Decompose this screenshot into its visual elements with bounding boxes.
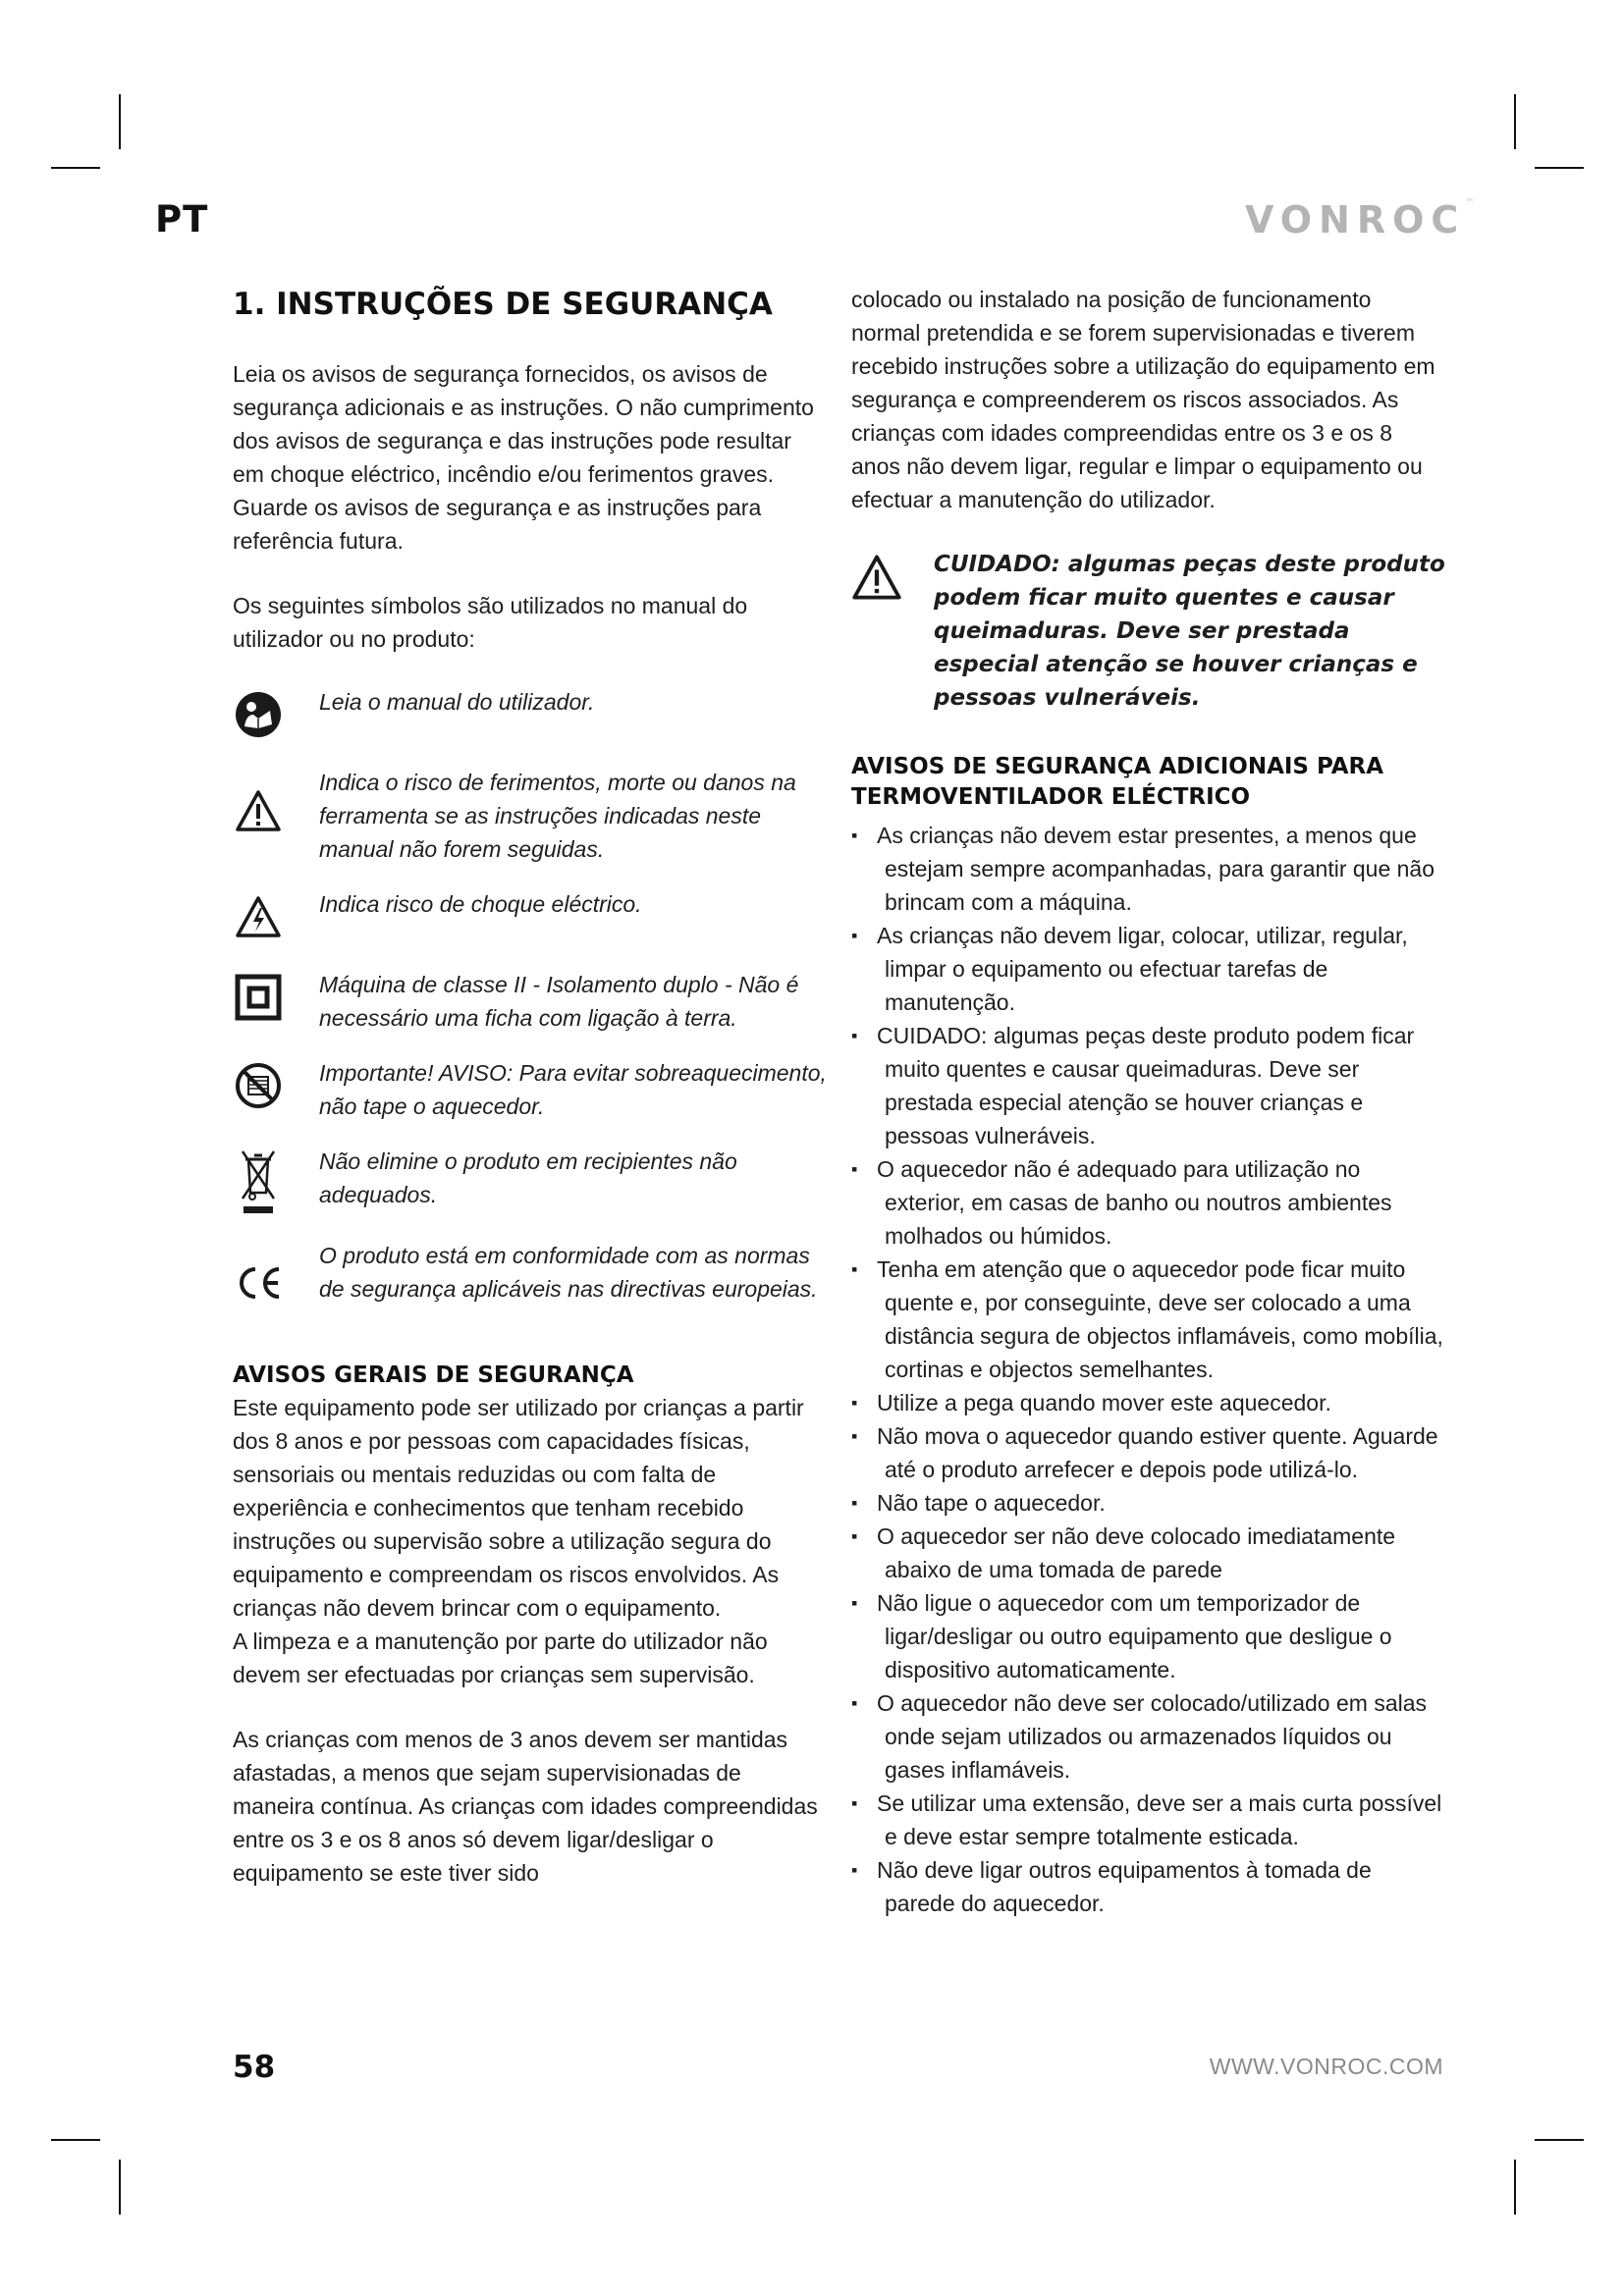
general-warnings-paragraph: A limpeza e a manutenção por parte do utilizador não devem ser efectuadas por crianças sem supervisão. [233, 1629, 768, 1687]
crop-mark [119, 94, 121, 149]
list-item: ▪ As crianças não devem ligar, colocar, utilizar, regular, limpar o equipamento ou efectuar tarefas de manutenção. [851, 919, 1445, 1019]
list-item: ▪ Não ligue o aquecedor com um temporizador de ligar/desligar ou outro equipamento que desligue o dispositivo automaticamente. [851, 1586, 1445, 1686]
list-item: ▪ Se utilizar uma extensão, deve ser a mais curta possível e deve estar sempre totalmente esticada. [851, 1787, 1445, 1853]
crop-mark [119, 2160, 121, 2215]
symbols-intro: Os seguintes símbolos são utilizados no manual do utilizador ou no produto: [233, 593, 748, 652]
weee-bin-icon [233, 1145, 284, 1217]
crop-mark [1535, 167, 1584, 169]
list-item: ▪ Utilize a pega quando mover este aquecedor. [851, 1386, 1445, 1419]
crop-mark [1535, 2139, 1584, 2141]
list-item: ▪ O aquecedor não deve ser colocado/utilizado em salas onde sejam utilizados ou armazenados líquidos ou gases inflamáveis. [851, 1686, 1445, 1787]
list-item: ▪ As crianças não devem estar presentes, a menos que estejam sempre acompanhadas, para garantir que não brincam com a máquina. [851, 819, 1445, 919]
heading-line: AVISOS DE SEGURANÇA ADICIONAIS PARA [851, 754, 1384, 779]
additional-warnings-heading [851, 752, 1445, 813]
symbol-row [233, 1145, 827, 1217]
list-item: ▪ Tenha em atenção que o aquecedor pode ficar muito quente e, por conseguinte, deve ser colocado a uma distância segura de objectos inflamáveis, como mobília, cortinas e objectos semelhantes. [851, 1253, 1445, 1386]
crop-mark [51, 2139, 100, 2141]
symbol-description: O produto está em conformidade com as normas de segurança aplicáveis nas directivas europeias. [319, 1243, 818, 1302]
intro-paragraph: Leia os avisos de segurança fornecidos, os avisos de segurança adicionais e as instruções. O não cumprimento dos avisos de segurança e das instruções pode resultar em choque eléctrico, incêndio e/ou ferimentos graves. Guarde os avisos de segurança e as instruções para referência futura. [233, 361, 814, 554]
crop-mark [1514, 2160, 1516, 2215]
general-warnings-paragraph: Este equipamento pode ser utilizado por crianças a partir dos 8 anos e por pessoas com capacidades físicas, sensoriais ou mentais reduzidas ou com falta de experiência e conhecimentos que tenham recebido instruções ou supervisão sobre a utilização segura do equipamento e compreendam os riscos envolvidos. As crianças não devem brincar com o equipamento. [233, 1395, 804, 1621]
list-item: ▪ O aquecedor não é adequado para utilização no exterior, em casas de banho ou noutros ambientes molhados ou húmidos. [851, 1152, 1445, 1253]
language-code: PT [155, 198, 209, 240]
symbol-row [233, 766, 827, 866]
brand-logo [1245, 198, 1474, 241]
general-warnings-paragraph-continued: colocado ou instalado na posição de funcionamento normal pretendida e se forem supervisionadas e tiverem recebido instruções sobre a utilização do equipamento em segurança e compreenderem os riscos associados. As crianças com idades compreendidas entre os 3 e os 8 anos não devem ligar, regular e limpar o equipamento ou efectuar a manutenção do utilizador. [851, 287, 1435, 512]
general-warnings-paragraph: As crianças com menos de 3 anos devem ser mantidas afastadas, a menos que sejam supervisionadas de maneira contínua. As crianças com idades compreendidas entre os 3 e os 8 anos só devem ligar/desligar o equipamento se este tiver sido [233, 1727, 818, 1886]
do-not-cover-icon [233, 1056, 284, 1115]
symbol-row [233, 685, 827, 744]
symbol-description: Não elimine o produto em recipientes não adequados. [319, 1148, 737, 1207]
page-number: 58 [233, 2050, 276, 2085]
brand-name: VONROC [1245, 198, 1466, 241]
crop-mark [51, 167, 100, 169]
warning-triangle-icon [233, 766, 284, 856]
caution-text: CUIDADO: algumas peças deste produto podem ficar muito quentes e causar queimaduras. Deve ser prestada especial atenção se houver crianças e pessoas vulneráveis. [934, 552, 1445, 711]
symbol-row [233, 1239, 827, 1327]
crop-mark [1514, 94, 1516, 149]
list-item: ▪ Não tape o aquecedor. [851, 1486, 1445, 1520]
additional-warnings-list [851, 819, 1445, 1920]
class-ii-insulation-icon [233, 968, 284, 1027]
list-item: ▪ O aquecedor ser não deve colocado imediatamente abaixo de uma tomada de parede [851, 1520, 1445, 1586]
list-item: ▪ Não mova o aquecedor quando estiver quente. Aguarde até o produto arrefecer e depois pode utilizá-lo. [851, 1419, 1445, 1486]
symbol-description: Máquina de classe II - Isolamento duplo - Não é necessário uma ficha com ligação à terra. [319, 972, 799, 1031]
symbol-description: Importante! AVISO: Para evitar sobreaquecimento, não tape o aquecedor. [319, 1060, 827, 1119]
list-item: ▪ CUIDADO: algumas peças deste produto podem ficar muito quentes e causar queimaduras. Deve ser prestada especial atenção se houver crianças e pessoas vulneráveis. [851, 1019, 1445, 1152]
symbol-description: Leia o manual do utilizador. [319, 689, 595, 715]
brand-trademark: ™ [1465, 198, 1475, 208]
right-column [851, 281, 1445, 1920]
section-title: 1. INSTRUÇÕES DE SEGURANÇA [233, 287, 773, 322]
symbol-description: Indica risco de choque eléctrico. [319, 891, 642, 917]
symbol-row [233, 1056, 827, 1123]
website-link[interactable]: WWW.VONROC.COM [1209, 2054, 1443, 2079]
electric-shock-icon [233, 887, 284, 946]
general-warnings-heading: AVISOS GERAIS DE SEGURANÇA [233, 1362, 634, 1388]
read-manual-icon [233, 685, 284, 744]
warning-triangle-icon [851, 548, 902, 607]
symbol-row [233, 968, 827, 1035]
caution-notice [851, 548, 1445, 715]
heading-line: TERMOVENTILADOR ELÉCTRICO [851, 784, 1251, 810]
list-item: ▪ Não deve ligar outros equipamentos à tomada de parede do aquecedor. [851, 1853, 1445, 1920]
ce-mark-icon [233, 1239, 284, 1327]
symbol-row [233, 887, 827, 946]
left-column [233, 281, 827, 1890]
symbol-description: Indica o risco de ferimentos, morte ou danos na ferramenta se as instruções indicadas neste manual não forem seguidas. [319, 770, 796, 862]
